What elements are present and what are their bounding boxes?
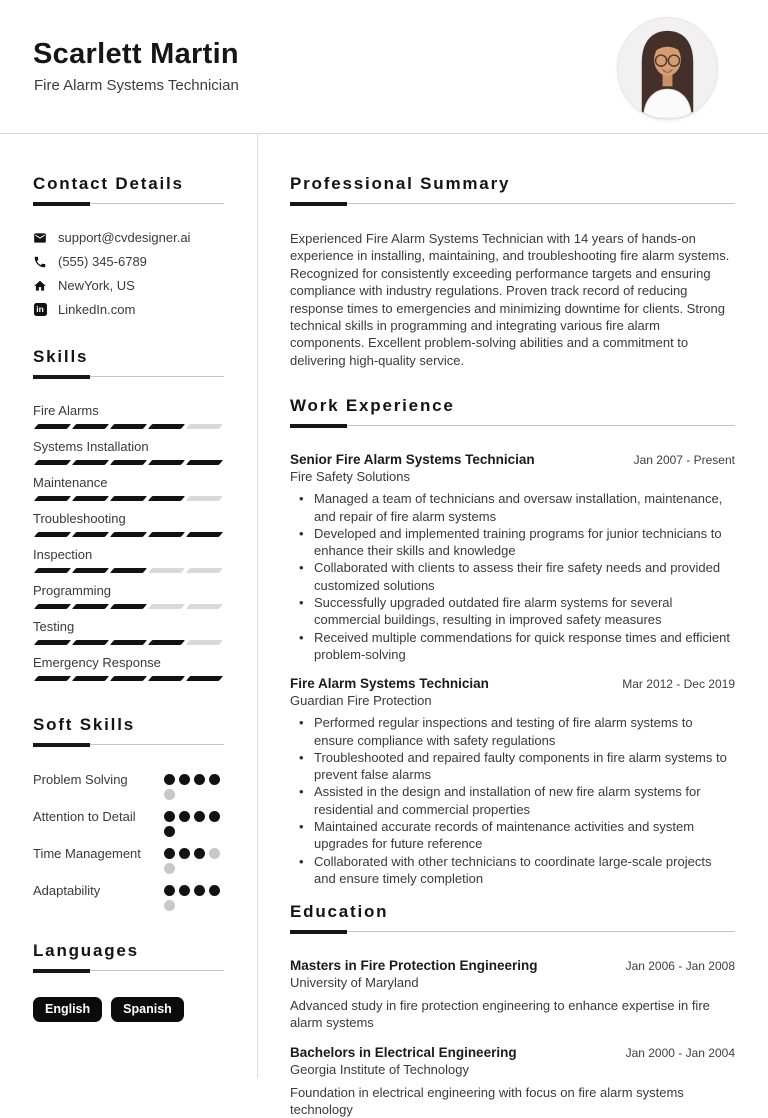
skill-bar-segment bbox=[148, 460, 185, 465]
soft-skill-label: Adaptability bbox=[33, 883, 101, 898]
skills-section bbox=[33, 347, 224, 681]
contact-section bbox=[33, 174, 224, 317]
soft-skill-dots bbox=[164, 882, 224, 911]
education-entry-header bbox=[290, 1045, 735, 1060]
skill-label: Systems Installation bbox=[33, 439, 149, 454]
soft-skill-dot bbox=[179, 885, 190, 896]
soft-skill-dot bbox=[179, 848, 190, 859]
skills-list bbox=[33, 403, 224, 681]
soft-skill-dots bbox=[164, 845, 224, 874]
skill-label: Emergency Response bbox=[33, 655, 161, 670]
contact-item-text: (555) 345-6789 bbox=[58, 254, 147, 269]
soft-skill-label: Attention to Detail bbox=[33, 809, 136, 824]
section-rule bbox=[290, 202, 735, 206]
education-entry-1 bbox=[290, 1045, 735, 1118]
skill-bar-segment bbox=[186, 604, 223, 609]
skill-bar-segment bbox=[110, 676, 147, 681]
skill-bar-segment bbox=[72, 532, 109, 537]
soft-skill-dot bbox=[164, 900, 175, 911]
job-entry-header bbox=[290, 676, 735, 691]
skill-level-bar bbox=[33, 640, 224, 645]
person-job-title: Fire Alarm Systems Technician bbox=[34, 77, 239, 94]
job-title-text: Fire Alarm Systems Technician bbox=[290, 676, 489, 692]
job-bullet: • Developed and implemented training programs for junior technicians to enhance their skills and knowledge bbox=[290, 525, 735, 560]
skill-bar-segment bbox=[186, 640, 223, 645]
contact-item-1 bbox=[33, 254, 224, 269]
email-icon bbox=[33, 231, 47, 245]
section-rule bbox=[290, 424, 735, 428]
skill-bar-segment bbox=[110, 496, 147, 501]
soft-skill-item-0 bbox=[33, 771, 224, 800]
skill-item-0 bbox=[33, 403, 224, 429]
skill-bar-segment bbox=[34, 496, 71, 501]
job-bullet: • Received multiple commendations for quick response times and efficient problem-solving bbox=[290, 629, 735, 664]
skill-bar-segment bbox=[186, 676, 223, 681]
education-entry-header bbox=[290, 958, 735, 973]
summary-text: Experienced Fire Alarm Systems Technician with 14 years of hands-on experience in installing, maintaining, and troubleshooting fire alarm systems. Recognized for consistently exceeding performance targets and ensuring compliance with industry regulations. Proven track record of reducing response times to emergencies and minimizing downtime for clients. Strong technical skills in programming and integrating various fire alarm components. Excellent problem-solving abilities and a commitment to delivering high-quality service. bbox=[290, 231, 730, 368]
profile-photo bbox=[617, 17, 718, 120]
skill-bar-segment bbox=[72, 496, 109, 501]
soft-skill-item-3 bbox=[33, 882, 224, 911]
skill-bar-segment bbox=[186, 568, 223, 573]
skill-bar-segment bbox=[110, 568, 147, 573]
summary-heading: Professional Summary bbox=[290, 174, 511, 193]
job-bullet: • Troubleshooted and repaired faulty components in fire alarm systems to prevent false alarms bbox=[290, 749, 735, 784]
soft-skill-item-2 bbox=[33, 845, 224, 874]
skill-level-bar bbox=[33, 676, 224, 681]
section-rule bbox=[33, 375, 224, 379]
linkedin-icon-glyph: in bbox=[34, 303, 47, 316]
soft-skill-dot bbox=[194, 774, 205, 785]
jobs-list bbox=[290, 452, 735, 887]
skill-bar-segment bbox=[186, 424, 223, 429]
home-icon bbox=[33, 279, 47, 293]
skill-label: Fire Alarms bbox=[33, 403, 99, 418]
skill-bar-segment bbox=[72, 460, 109, 465]
person-name: Scarlett Martin bbox=[33, 38, 239, 70]
job-company: Fire Safety Solutions bbox=[290, 469, 410, 485]
language-badge-english: English bbox=[33, 997, 102, 1022]
resume-header bbox=[0, 0, 768, 134]
soft-skill-dots bbox=[164, 808, 224, 837]
skill-bar-segment bbox=[34, 532, 71, 537]
contact-item-0 bbox=[33, 230, 224, 245]
skill-bar-segment bbox=[72, 604, 109, 609]
skill-bar-segment bbox=[148, 496, 185, 501]
education-list bbox=[290, 958, 735, 1118]
skill-bar-segment bbox=[110, 640, 147, 645]
job-company: Guardian Fire Protection bbox=[290, 693, 432, 709]
skill-label: Programming bbox=[33, 583, 112, 598]
skill-label: Maintenance bbox=[33, 475, 108, 490]
contact-item-text: LinkedIn.com bbox=[58, 302, 136, 317]
job-bullet: • Performed regular inspections and testing of fire alarm systems to ensure compliance with safety regulations bbox=[290, 714, 735, 749]
skill-item-3 bbox=[33, 511, 224, 537]
soft-skill-dot bbox=[194, 811, 205, 822]
soft-skill-dot bbox=[209, 885, 220, 896]
skill-label: Troubleshooting bbox=[33, 511, 126, 526]
soft-skill-dot bbox=[164, 774, 175, 785]
languages-section bbox=[33, 941, 224, 1022]
phone-icon bbox=[33, 255, 47, 269]
experience-heading: Work Experience bbox=[290, 396, 455, 416]
school-name: Georgia Institute of Technology bbox=[290, 1061, 469, 1077]
education-entry-0 bbox=[290, 958, 735, 1032]
skill-bar-segment bbox=[148, 532, 185, 537]
language-badges bbox=[33, 997, 224, 1022]
soft-skill-dots bbox=[164, 771, 224, 800]
job-bullet: • Managed a team of technicians and oversaw installation, maintenance, and repair of fire alarm systems bbox=[290, 490, 735, 525]
job-bullet: • Successfully upgraded outdated fire alarm systems for several commercial buildings, resulting in improved safety measures bbox=[290, 594, 735, 629]
degree-title: Bachelors in Electrical Engineering bbox=[290, 1044, 517, 1060]
skill-bar-segment bbox=[148, 676, 185, 681]
skill-label: Inspection bbox=[33, 547, 93, 562]
soft-skill-dot bbox=[209, 774, 220, 785]
skill-bar-segment bbox=[72, 424, 109, 429]
soft-skill-dot bbox=[194, 848, 205, 859]
skill-bar-segment bbox=[72, 676, 109, 681]
skill-bar-segment bbox=[186, 532, 223, 537]
job-dates: Jan 2007 - Present bbox=[633, 453, 735, 468]
skill-bar-segment bbox=[34, 424, 71, 429]
soft-skill-dot bbox=[209, 848, 220, 859]
skill-level-bar bbox=[33, 532, 224, 537]
skill-bar-segment bbox=[148, 640, 185, 645]
job-entry-0 bbox=[290, 452, 735, 663]
soft-skill-dot bbox=[179, 774, 190, 785]
skill-bar-segment bbox=[34, 640, 71, 645]
contact-item-text: NewYork, US bbox=[58, 278, 135, 293]
job-bullet: • Assisted in the design and installation of new fire alarm systems for residential and commercial properties bbox=[290, 783, 735, 818]
skill-bar-segment bbox=[110, 424, 147, 429]
soft-skills-section bbox=[33, 715, 224, 911]
soft-skill-label: Time Management bbox=[33, 846, 141, 861]
contact-item-3 bbox=[33, 302, 224, 317]
main-column bbox=[258, 134, 768, 1118]
skill-bar-segment bbox=[148, 568, 185, 573]
soft-skills-list bbox=[33, 771, 224, 911]
job-entry-header bbox=[290, 452, 735, 467]
school-name: University of Maryland bbox=[290, 975, 419, 991]
skills-heading: Skills bbox=[33, 347, 89, 366]
languages-heading: Languages bbox=[33, 941, 139, 960]
soft-skills-heading: Soft Skills bbox=[33, 715, 135, 734]
skill-label: Testing bbox=[33, 619, 75, 634]
job-bullet: • Maintained accurate records of maintenance activities and system upgrades for future reference bbox=[290, 818, 735, 853]
experience-section bbox=[290, 396, 735, 887]
sidebar-column bbox=[0, 134, 258, 1078]
degree-title: Masters in Fire Protection Engineering bbox=[290, 958, 538, 974]
summary-section bbox=[290, 174, 735, 369]
linkedin-icon bbox=[33, 303, 47, 317]
contact-list bbox=[33, 230, 224, 317]
skill-bar-segment bbox=[148, 604, 185, 609]
skill-item-7 bbox=[33, 655, 224, 681]
contact-heading: Contact Details bbox=[33, 174, 184, 193]
soft-skill-dot bbox=[194, 885, 205, 896]
skill-level-bar bbox=[33, 496, 224, 501]
skill-bar-segment bbox=[34, 676, 71, 681]
job-title-text: Senior Fire Alarm Systems Technician bbox=[290, 452, 535, 468]
education-description: Foundation in electrical engineering with focus on fire alarm systems technology bbox=[290, 1084, 684, 1118]
skill-bar-segment bbox=[110, 604, 147, 609]
soft-skill-dot bbox=[164, 863, 175, 874]
education-description: Advanced study in fire protection engineering to enhance expertise in fire alarm systems bbox=[290, 998, 710, 1031]
section-rule bbox=[290, 930, 735, 934]
skill-item-5 bbox=[33, 583, 224, 609]
job-bullets bbox=[290, 490, 735, 663]
skill-bar-segment bbox=[34, 568, 71, 573]
skill-item-4 bbox=[33, 547, 224, 573]
contact-item-2 bbox=[33, 278, 224, 293]
skill-bar-segment bbox=[186, 460, 223, 465]
soft-skill-item-1 bbox=[33, 808, 224, 837]
education-dates: Jan 2006 - Jan 2008 bbox=[625, 959, 735, 974]
section-rule bbox=[33, 969, 224, 973]
skill-bar-segment bbox=[110, 460, 147, 465]
education-dates: Jan 2000 - Jan 2004 bbox=[625, 1045, 735, 1060]
language-badge-spanish: Spanish bbox=[111, 997, 184, 1022]
skill-bar-segment bbox=[34, 460, 71, 465]
job-bullet: • Collaborated with clients to assess their fire safety needs and provided customized solutions bbox=[290, 559, 735, 594]
skill-bar-segment bbox=[110, 532, 147, 537]
soft-skill-dot bbox=[209, 811, 220, 822]
soft-skill-dot bbox=[164, 789, 175, 800]
skill-item-1 bbox=[33, 439, 224, 465]
section-rule bbox=[33, 202, 224, 206]
education-section bbox=[290, 902, 735, 1118]
soft-skill-dot bbox=[164, 826, 175, 837]
skill-level-bar bbox=[33, 460, 224, 465]
skill-level-bar bbox=[33, 424, 224, 429]
job-entry-1 bbox=[290, 676, 735, 887]
job-dates: Mar 2012 - Dec 2019 bbox=[622, 677, 735, 692]
skill-item-2 bbox=[33, 475, 224, 501]
skill-level-bar bbox=[33, 568, 224, 573]
soft-skill-label: Problem Solving bbox=[33, 772, 128, 787]
education-heading: Education bbox=[290, 902, 389, 922]
skill-bar-segment bbox=[34, 604, 71, 609]
profile-photo-illustration bbox=[618, 18, 717, 119]
soft-skill-dot bbox=[164, 848, 175, 859]
section-rule bbox=[33, 743, 224, 747]
skill-item-6 bbox=[33, 619, 224, 645]
skill-bar-segment bbox=[72, 640, 109, 645]
skill-bar-segment bbox=[186, 496, 223, 501]
skill-level-bar bbox=[33, 604, 224, 609]
skill-bar-segment bbox=[72, 568, 109, 573]
skill-bar-segment bbox=[148, 424, 185, 429]
job-bullet: • Collaborated with other technicians to coordinate large-scale projects and ensure timely completion bbox=[290, 853, 735, 888]
contact-item-text: support@cvdesigner.ai bbox=[58, 230, 191, 245]
resume-body bbox=[0, 134, 768, 1118]
soft-skill-dot bbox=[164, 885, 175, 896]
job-bullets bbox=[290, 714, 735, 887]
soft-skill-dot bbox=[179, 811, 190, 822]
soft-skill-dot bbox=[164, 811, 175, 822]
